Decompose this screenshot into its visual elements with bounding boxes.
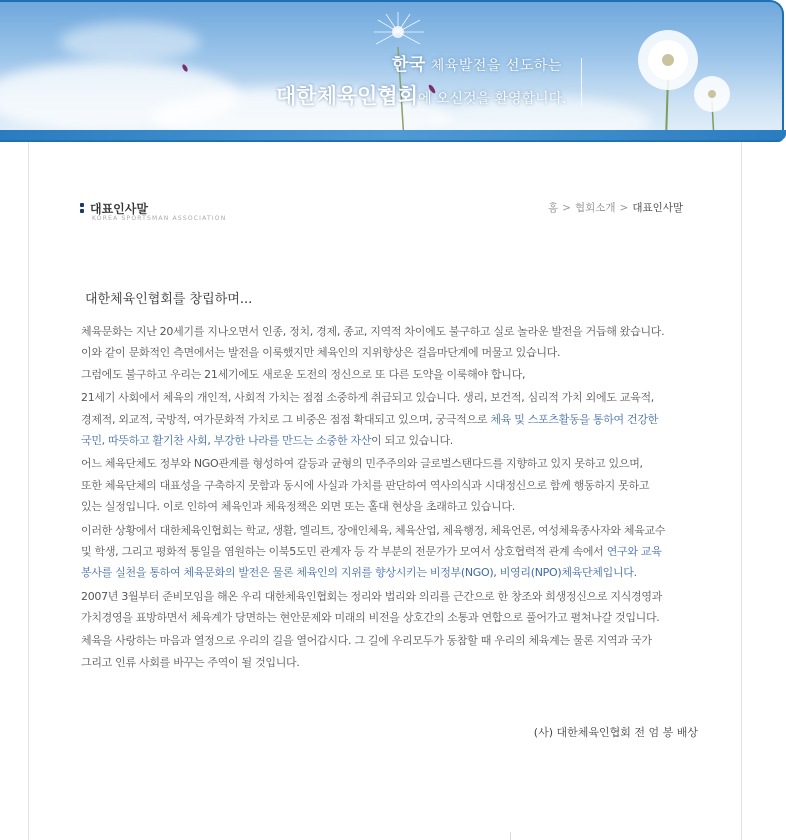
article-body xyxy=(81,321,705,673)
paragraph-2: 21세기 사회에서 체육의 개인적, 사회적 가치는 점점 소중하게 취급되고 있습니다. 생리, 보건적, 심리적 가치 외에도 교육적, 경제적, 외교적, 국방적, 여가문화적 가치로 그 비중은 점점 확대되고 있으며, 궁극적으로 체육 및 스포츠활동을 통하여 건강한 국민, 따뜻하고 활기찬 사회, 부강한 나라를 만드는 소중한 자산이 되고 있습니다. xyxy=(81,391,659,447)
article-headline: 대한체육인협회를 창립하며... xyxy=(85,292,253,307)
banner-slogan xyxy=(0,0,786,142)
highlight-text: 국민, 따뜻하고 활기찬 사회, 부강한 나라를 만드는 소중한 자산 xyxy=(81,433,372,447)
slogan-line-1: 한국 체육발전을 선도하는 xyxy=(392,55,562,75)
paragraph-6: 체육을 사랑하는 마음과 열정으로 우리의 길을 열어갑시다. 그 길에 우리모두가 동참할 때 우리의 체육계는 물론 지역과 국가 그리고 인류 사회를 바꾸는 주역이 될 것입니다. xyxy=(81,634,652,669)
signature: (사) 대한체육인협회 전 엄 봉 배상 xyxy=(533,726,698,739)
slogan-divider xyxy=(581,58,582,106)
highlight-text: 봉사를 실천을 통하여 체육문화의 발전은 물론 체육인의 지위를 향상시키는 비정부(NGO), 비영리(NPO)체육단체입니다. xyxy=(81,566,637,580)
frame-divider xyxy=(510,832,511,840)
breadcrumb-parent[interactable]: 협회소개 xyxy=(574,202,616,214)
paragraph-4: 이러한 상황에서 대한체육인협회는 학교, 생활, 엘리트, 장애인체육, 체육산업, 체육행정, 체육언론, 여성체육종사자와 체육교수 및 학생, 그리고 평화적 통일을 염원하는 이북5도민 관계자 등 각 부분의 전문가가 모여서 상호협력적 관계 속에서 연구와 교육 봉사를 실천을 통하여 체육문화의 발전은 물론 체육인의 지위를 향상시키는 비정부(NGO), 비영리(NPO)체육단체입니다. xyxy=(81,523,666,580)
header-banner xyxy=(0,0,786,142)
breadcrumb-current: 대표인사말 xyxy=(632,202,684,214)
page-title: 대표인사말 xyxy=(80,198,148,217)
title-marker-icon xyxy=(80,203,84,215)
page-subtitle: KOREA SPORTSMAN ASSOCIATION xyxy=(92,215,227,222)
paragraph-1: 체육문화는 지난 20세기를 지나오면서 인종, 정치, 경제, 종교, 지역적 차이에도 불구하고 실로 놀라운 발전을 거듭해 왔습니다. 이와 같이 문화적인 측면에서는 발전을 이룩했지만 체육인의 지위향상은 걸음마단계에 머물고 있습니다. 그럼에도 불구하고 우리는 21세기에도 새로운 도전의 정신으로 또 다른 도약을 이룩해야 합니다, xyxy=(81,325,665,381)
breadcrumb-separator: > xyxy=(562,202,571,214)
breadcrumb-separator: > xyxy=(619,202,629,214)
paragraph-5: 2007년 3월부터 준비모임을 해온 우리 대한체육인협회는 정리와 법리와 의리를 근간으로 한 창조와 희생정신으로 지식경영과 가치경영을 표방하면서 체육계가 당면하는 현안문제와 미래의 비전을 상호간의 소통과 연합으로 풀어가고 펼쳐나갈 것입니다. xyxy=(81,589,663,625)
highlight-text: 체육 및 스포츠활동을 통하여 건강한 xyxy=(490,412,659,426)
slogan-line-2: 대한체육인협회에 오신것을 환영합니다. xyxy=(276,83,567,108)
paragraph-3: 어느 체육단체도 정부와 NGO관계를 형성하여 갈등과 균형의 민주주의와 글로벌스탠다드를 지향하고 있지 못하고 있으며, 또한 체육단체의 대표성을 구축하지 못함과 동시에 사실과 가치를 판단하여 역사의식과 시대정신으로 함께 행동하지 못하고 있는 실정입니다. 이로 인하여 체육인과 체육정책은 외면 또는 홀대 현상을 초래하고 있습니다. xyxy=(81,457,650,514)
breadcrumb-home[interactable]: 홈 xyxy=(548,202,559,214)
highlight-text: 연구와 교육 xyxy=(606,544,662,558)
breadcrumb xyxy=(548,200,683,215)
